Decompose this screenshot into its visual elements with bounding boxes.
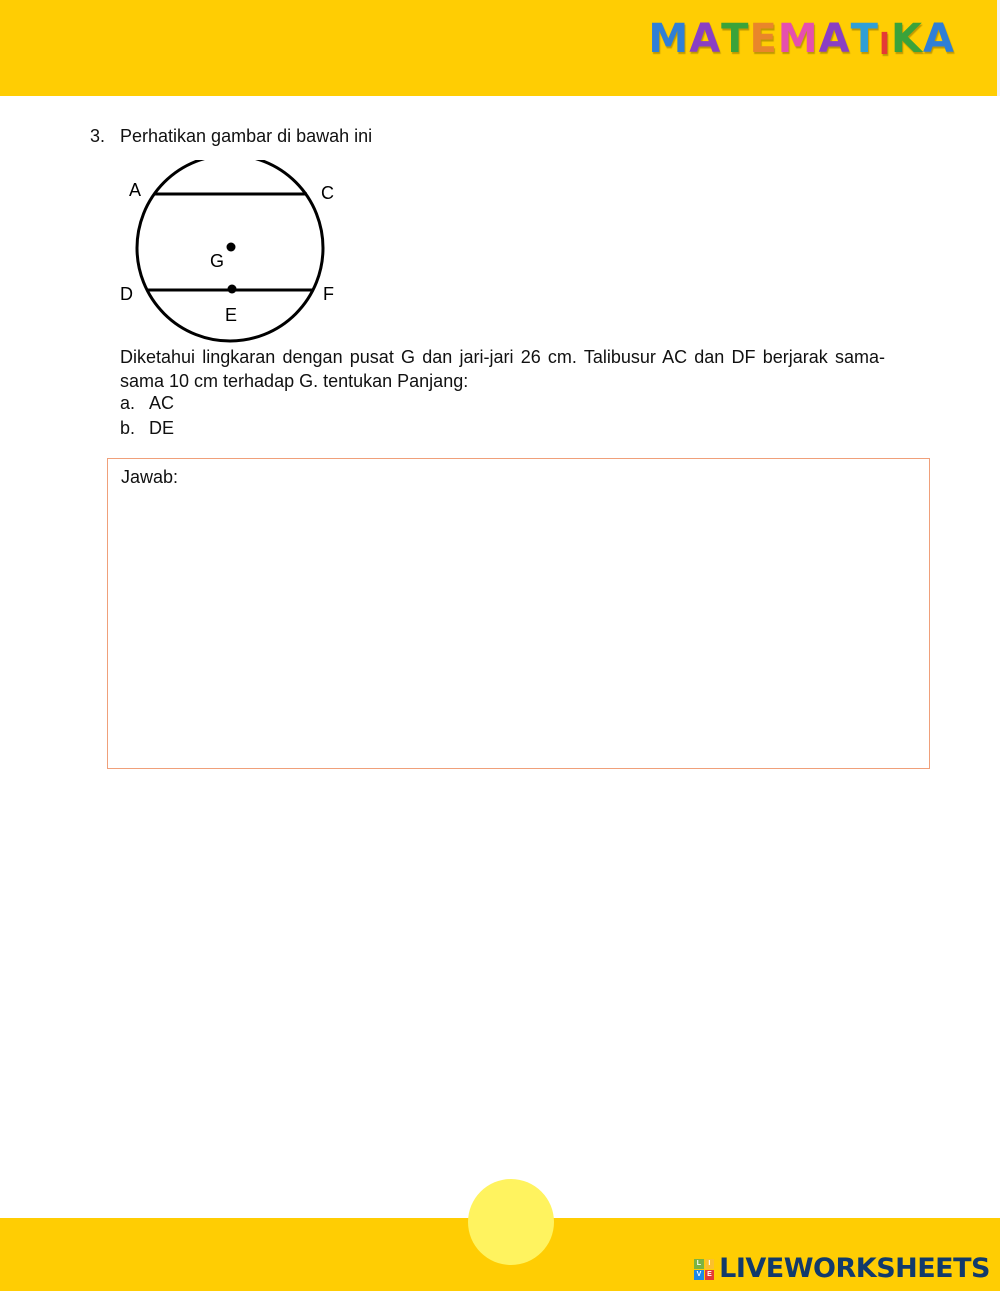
logo-mark-cell: E [705,1270,715,1280]
option-b [120,418,174,439]
logo-mark-cell: I [705,1259,715,1269]
question-prompt-text: Perhatikan gambar di bawah ini [120,126,373,146]
logo-mark-cell: V [694,1270,704,1280]
liveworksheets-brand[interactable] [694,1253,990,1284]
option-label: b. [120,418,136,438]
circle-figure [110,160,350,345]
label-e: E [225,305,238,325]
logo-letter: A [689,16,722,62]
logo-letter: A [923,16,955,62]
logo-letter: T [850,16,879,62]
option-label: a. [120,393,136,413]
question-description: Diketahui lingkaran dengan pusat G dan jari-jari 26 cm. Talibusur AC dan DF berjarak sama-sama 10 cm terhadap G. tentukan Panjang: [120,347,885,391]
answer-input[interactable] [120,495,919,759]
label-g: G [210,251,225,271]
logo-mark-cell: L [694,1259,704,1269]
matematika-logo [648,16,955,62]
option-text: AC [149,393,175,413]
logo-letter: T [721,16,750,62]
header-band [0,0,1000,96]
liveworksheets-logo-icon [694,1259,714,1279]
logo-letter: K [891,16,924,62]
label-a: A [129,180,142,200]
liveworksheets-wordmark: LIVEWORKSHEETS [719,1253,990,1284]
label-c: C [321,183,334,203]
question-number: 3. [90,126,106,146]
footer-circle-decoration [468,1179,554,1265]
logo-letter: A [818,16,851,62]
logo-letter: M [648,16,690,62]
midpoint-e [228,285,237,294]
logo-letter: M [777,16,819,62]
label-f: F [323,284,334,304]
answer-box[interactable] [107,458,930,769]
question-prompt [90,126,890,147]
answer-label: Jawab: [121,467,179,487]
option-a [120,393,174,414]
logo-letter: I [878,27,892,62]
option-text: DE [149,418,175,438]
center-point-g [227,243,236,252]
label-d: D [120,284,133,304]
logo-letter: E [749,16,778,62]
